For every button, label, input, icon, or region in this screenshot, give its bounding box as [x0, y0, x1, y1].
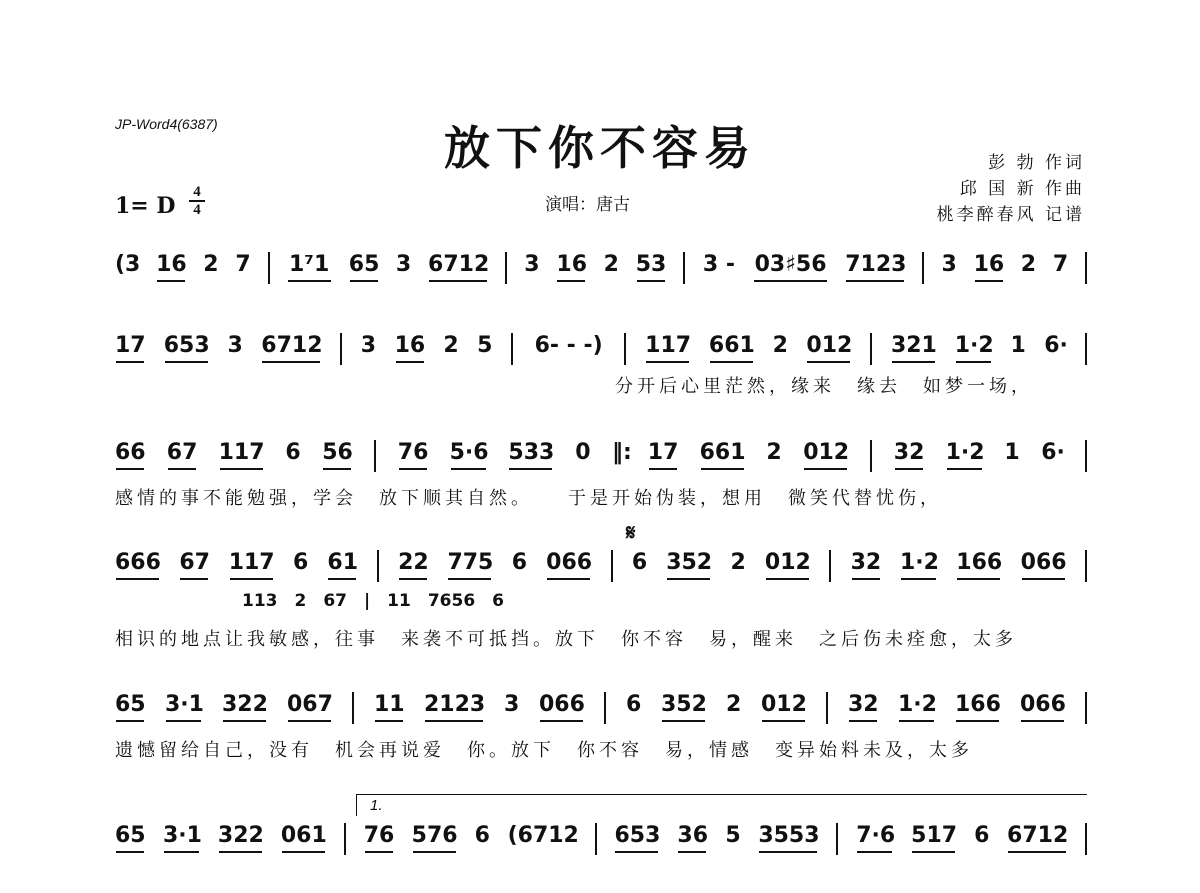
song-title: 放下你不容易 — [444, 121, 756, 175]
note-group: 22 — [398, 550, 429, 575]
bar-line — [340, 333, 342, 365]
beam-line — [328, 578, 356, 580]
note-group: 3 - — [702, 252, 735, 277]
note-group: 17 — [647, 440, 679, 465]
note-group: 65 — [348, 252, 380, 277]
beam-line — [662, 720, 705, 722]
lyric-line: 分开后心里茫然，缘来 缘去 如梦一场， — [615, 376, 1033, 397]
repeat-sign: ‖: — [612, 440, 632, 465]
note-group: 117 — [228, 550, 275, 575]
bar-line — [624, 333, 626, 365]
note-group: 2 — [1020, 252, 1037, 277]
bar-line — [505, 252, 507, 284]
credits — [937, 150, 1085, 228]
beam-line — [807, 361, 850, 363]
note-group: 3·1 — [162, 823, 202, 848]
bar-line — [836, 823, 838, 855]
bar-line — [611, 550, 613, 582]
note-group: 61 — [327, 550, 359, 575]
bar-line — [1085, 440, 1087, 472]
beam-line — [849, 720, 877, 722]
beam-line — [323, 468, 351, 470]
note-group: 012 — [806, 333, 853, 358]
score-line — [0, 333, 1200, 403]
score-line — [0, 440, 1200, 510]
beam-line — [956, 720, 999, 722]
beam-line — [637, 280, 665, 282]
note-group: 5 — [477, 333, 493, 358]
source-label: JP-Word4(6387) — [115, 116, 218, 132]
beam-line — [413, 851, 456, 853]
note-group: 2 — [772, 333, 788, 358]
beam-line — [899, 720, 934, 722]
beam-line — [852, 578, 880, 580]
time-signature-top: 4 — [193, 184, 201, 200]
note-group: 32 — [850, 550, 882, 575]
time-signature-bottom: 4 — [193, 202, 201, 218]
note-group: 6 — [511, 550, 528, 575]
note-group: 661 — [708, 333, 755, 358]
note-group: 6712 — [261, 333, 323, 358]
note-group: 322 — [217, 823, 264, 848]
beam-line — [116, 720, 144, 722]
note-group: 16 — [556, 252, 588, 277]
score-line — [0, 692, 1200, 762]
beam-line — [219, 851, 262, 853]
note-group: 661 — [699, 440, 746, 465]
note-group: 3 — [524, 252, 540, 277]
bar-line — [870, 440, 872, 472]
bar-line — [377, 550, 379, 582]
note-group: 16 — [394, 333, 426, 358]
beam-line — [766, 578, 809, 580]
beam-line — [547, 578, 590, 580]
note-group: 0 — [575, 440, 591, 465]
bar-line — [595, 823, 597, 855]
beam-line — [956, 361, 991, 363]
score-line — [0, 252, 1200, 322]
bar-line — [1085, 550, 1087, 582]
beam-line — [895, 468, 923, 470]
beam-line — [762, 720, 805, 722]
note-group: (6712 — [507, 823, 579, 848]
bar-line — [511, 333, 513, 365]
note-group: 1·2 — [898, 692, 937, 717]
note-group: 53 — [635, 252, 667, 277]
note-group: 67 — [166, 440, 198, 465]
composer-credit: 邱 国 新 作曲 — [959, 179, 1085, 199]
beam-line — [448, 578, 491, 580]
beam-line — [754, 280, 827, 282]
note-group: 11 — [374, 692, 405, 717]
note-group: 533 — [508, 440, 555, 465]
beam-line — [282, 851, 325, 853]
beam-line — [649, 468, 677, 470]
note-group: 3553 — [758, 823, 820, 848]
beam-line — [646, 361, 689, 363]
note-group: 7·6 — [856, 823, 896, 848]
note-group: 2 — [603, 252, 619, 277]
beam-line — [168, 468, 196, 470]
note-group: 012 — [761, 692, 807, 717]
beam-line — [157, 280, 185, 282]
beam-line — [1008, 851, 1066, 853]
bar-line — [1085, 252, 1087, 284]
note-group: 1·2 — [899, 550, 939, 575]
note-group: 166 — [956, 550, 1003, 575]
beam-line — [892, 361, 935, 363]
beam-line — [509, 468, 552, 470]
note-group: 1 — [1004, 440, 1020, 465]
note-group: 3 — [941, 252, 957, 277]
beam-line — [399, 578, 427, 580]
note-group: 066 — [546, 550, 593, 575]
note-group: 2 — [730, 550, 746, 575]
note-group: 6 — [285, 440, 301, 465]
note-group: 066 — [1020, 692, 1066, 717]
segno-sign: 𝄋 — [626, 520, 636, 546]
note-group: 3·1 — [165, 692, 204, 717]
note-group: 76 — [363, 823, 395, 848]
note-group: 2 — [203, 252, 219, 277]
bar-line — [1085, 823, 1087, 855]
beam-line — [164, 851, 199, 853]
beam-line — [429, 280, 487, 282]
beam-line — [975, 280, 1003, 282]
beam-line — [1022, 578, 1065, 580]
note-group: 03♯56 — [754, 252, 827, 277]
note-group: 6 — [631, 550, 648, 575]
note-group: 012 — [803, 440, 850, 465]
beam-line — [399, 468, 427, 470]
beam-line — [1021, 720, 1064, 722]
volta-bracket-line — [356, 794, 1087, 795]
note-group: 3 — [227, 333, 243, 358]
note-group: 117 — [218, 440, 265, 465]
bar-line — [374, 440, 376, 472]
bar-line — [826, 692, 828, 724]
note-group: 352 — [666, 550, 713, 575]
beam-line — [288, 720, 331, 722]
note-group: 32 — [848, 692, 879, 717]
lyric-line: 相识的地点让我敏感，往事 来袭不可抵挡。放下 你不容 易，醒来 之后伤未痊愈，太多 — [115, 629, 1017, 650]
beam-line — [223, 720, 266, 722]
note-group: 322 — [222, 692, 268, 717]
note-group: 2 — [443, 333, 459, 358]
beam-line — [667, 578, 710, 580]
beam-line — [857, 851, 892, 853]
note-group: 6 — [974, 823, 990, 848]
beam-line — [365, 851, 393, 853]
beam-line — [710, 361, 753, 363]
beam-line — [262, 361, 320, 363]
beam-line — [846, 280, 904, 282]
note-group: 3 — [504, 692, 520, 717]
note-group: 6· — [1041, 440, 1065, 465]
beam-line — [116, 578, 159, 580]
note-group: 066 — [1020, 550, 1067, 575]
bar-line — [870, 333, 872, 365]
note-group: 775 — [447, 550, 494, 575]
beam-line — [678, 851, 706, 853]
note-group: 2 — [766, 440, 782, 465]
beam-line — [166, 720, 201, 722]
note-group: 3 — [360, 333, 377, 358]
bar-line — [268, 252, 270, 284]
note-group: 3 — [395, 252, 412, 277]
bar-line — [344, 823, 346, 855]
note-group: 517 — [911, 823, 958, 848]
beam-line — [230, 578, 273, 580]
note-group: 56 — [322, 440, 353, 465]
beam-line — [116, 851, 144, 853]
beam-line — [375, 720, 403, 722]
note-group: 67 — [179, 550, 210, 575]
note-group: 653 — [614, 823, 661, 848]
beam-line — [912, 851, 955, 853]
note-group: 7 — [235, 252, 251, 277]
note-group: 7123 — [845, 252, 907, 277]
note-group: 2123 — [424, 692, 486, 717]
note-group: 012 — [764, 550, 811, 575]
note-group: 66 — [115, 440, 146, 465]
note-group: 321 — [890, 333, 937, 358]
note-group: 32 — [893, 440, 925, 465]
bar-line — [1085, 692, 1087, 724]
note-group: 117 — [645, 333, 692, 358]
note-group: 6712 — [1007, 823, 1069, 848]
note-group: 061 — [280, 823, 327, 848]
beam-line — [540, 720, 583, 722]
beam-line — [116, 468, 144, 470]
note-group: 65 — [115, 823, 146, 848]
beam-line — [425, 720, 483, 722]
note-group: 6 — [626, 692, 642, 717]
transcriber-credit: 桃李醉春风 记谱 — [936, 205, 1085, 225]
bar-line — [683, 252, 685, 284]
note-group: 16 — [156, 252, 187, 277]
note-group: 6- - -) — [534, 333, 603, 358]
beam-line — [701, 468, 744, 470]
note-group: 1⁷1 — [289, 252, 330, 277]
note-group: 067 — [287, 692, 333, 717]
bar-line — [352, 692, 354, 724]
volta-label: 1. — [370, 797, 383, 814]
lower-voice: 113 2 67 | 11 7656 6 — [242, 591, 504, 611]
note-group: 5 — [725, 823, 741, 848]
note-group: 1 — [1010, 333, 1026, 358]
singer-credit: 演唱：唐古 — [545, 195, 630, 215]
note-group: 653 — [163, 333, 210, 358]
beam-line — [615, 851, 658, 853]
lyric-line: 遗憾留给自己，没有 机会再说爱 你。放下 你不容 易，情感 变异始料未及，太多 — [115, 740, 973, 761]
key-signature: 1= D — [115, 193, 176, 219]
bar-line — [829, 550, 831, 582]
beam-line — [396, 361, 424, 363]
note-group: 6712 — [428, 252, 490, 277]
note-group: 65 — [115, 692, 146, 717]
note-group: 352 — [661, 692, 707, 717]
note-group: 2 — [726, 692, 742, 717]
beam-line — [901, 578, 936, 580]
note-group: 6· — [1044, 333, 1068, 358]
note-group: 17 — [115, 333, 146, 358]
bar-line — [604, 692, 606, 724]
lyricist-credit: 彭 勃 作词 — [988, 153, 1085, 173]
note-group: 16 — [973, 252, 1005, 277]
note-group: 7 — [1052, 252, 1069, 277]
beam-line — [947, 468, 982, 470]
beam-line — [116, 361, 144, 363]
lyric-line: 感情的事不能勉强，学会 放下顺其自然。 于是开始伪装，想用 微笑代替忧伤， — [115, 488, 942, 509]
beam-line — [957, 578, 1000, 580]
note-group: 76 — [397, 440, 429, 465]
beam-line — [180, 578, 208, 580]
note-group: 6 — [293, 550, 309, 575]
beam-line — [350, 280, 378, 282]
beam-line — [557, 280, 585, 282]
note-group: 166 — [955, 692, 1001, 717]
beam-line — [165, 361, 208, 363]
note-group: 666 — [115, 550, 161, 575]
beam-line — [220, 468, 263, 470]
volta-bracket-tick — [356, 794, 357, 816]
note-group: 5·6 — [449, 440, 489, 465]
beam-line — [759, 851, 817, 853]
beam-line — [451, 468, 486, 470]
note-group: 6 — [474, 823, 490, 848]
note-group: 576 — [411, 823, 458, 848]
note-group: 1·2 — [954, 333, 994, 358]
time-signature — [186, 184, 208, 218]
score-line — [0, 550, 1200, 650]
bar-line — [922, 252, 924, 284]
score-line — [0, 823, 1200, 893]
note-group: 066 — [539, 692, 585, 717]
beam-line — [804, 468, 847, 470]
note-group: 1·2 — [945, 440, 985, 465]
bar-line — [1085, 333, 1087, 365]
note-group: 36 — [677, 823, 709, 848]
beam-line — [288, 280, 331, 282]
note-group: (3 — [115, 252, 141, 277]
